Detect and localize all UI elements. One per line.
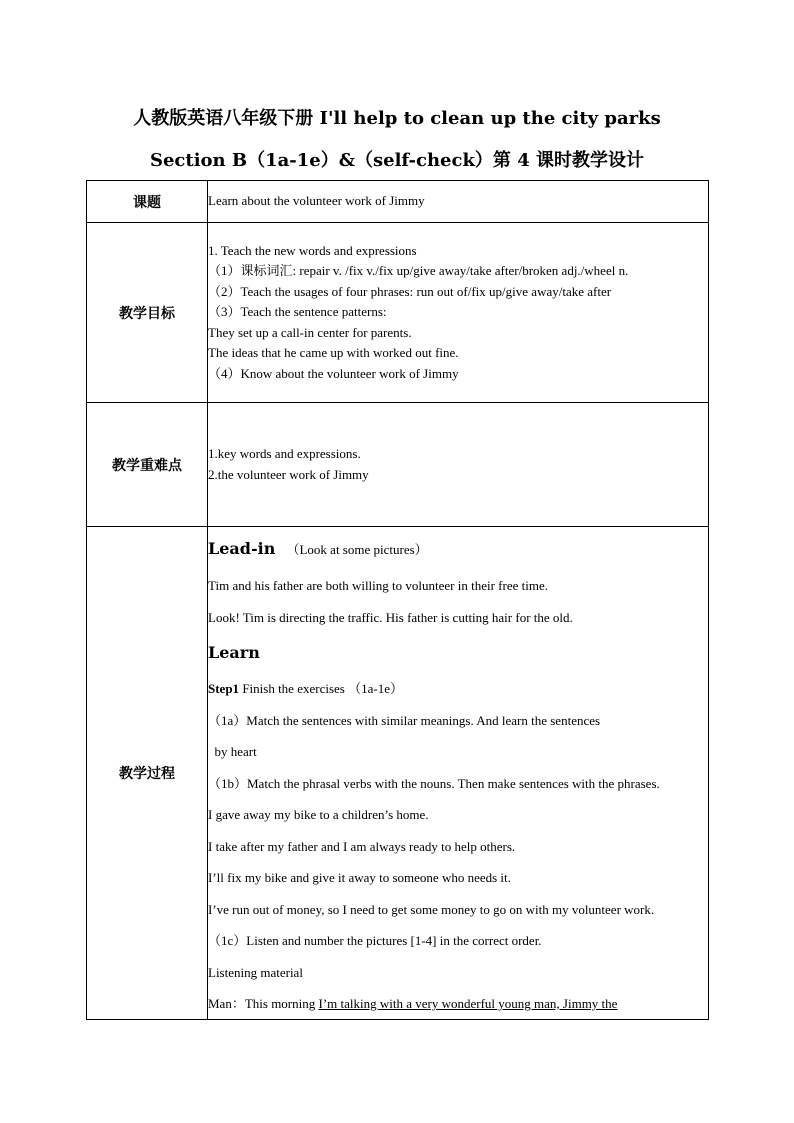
objective-line: The ideas that he came up with worked out fine. — [208, 345, 459, 361]
process-line: （1c）Listen and number the pictures [1-4] in the correct order. — [208, 933, 542, 948]
objective-line: （2）Teach the usages of four phrases: run out of/fix up/give away/take after — [208, 283, 612, 299]
process-line: Tim and his father are both willing to volunteer in their free time. — [208, 578, 548, 593]
process-line: I gave away my bike to a children’s home. — [208, 807, 429, 822]
leadin-title: Lead-in — [208, 539, 276, 558]
process-line: I take after my father and I am always ready to help others. — [208, 838, 516, 854]
row-topic — [87, 181, 709, 223]
objective-line: （4）Know about the volunteer work of Jimmy — [208, 365, 459, 381]
lesson-plan-table — [86, 180, 709, 1020]
process-line: Look! Tim is directing the traffic. His father is cutting hair for the old. — [208, 609, 573, 625]
topic-label: 课题 — [87, 181, 208, 223]
process-line: （1a）Match the sentences with similar meanings. And learn the sentences — [208, 712, 601, 728]
document-subtitle: Section B（1a-1e）&（self-check）第 4 课时教学设计 — [149, 150, 644, 171]
objectives-content — [208, 223, 709, 403]
leadin-heading — [208, 529, 708, 570]
process-line: （1b）Match the phrasal verbs with the nouns. Then make sentences with the phrases. — [208, 775, 660, 791]
objective-line: （1）课标词汇: repair v. /fix v./fix up/give away/take after/broken adj./wheel n. — [208, 263, 629, 279]
process-line: by heart — [208, 744, 257, 759]
learn-heading: Learn — [208, 643, 260, 662]
row-process — [87, 527, 709, 1020]
process-content — [208, 527, 709, 1020]
objective-line: （3）Teach the sentence patterns: — [208, 304, 387, 320]
key-point-line: 2.the volunteer work of Jimmy — [208, 466, 369, 482]
dialogue-line — [208, 988, 708, 1019]
process-line: I’ll fix my bike and give it away to someone who needs it. — [208, 870, 511, 885]
row-key-points — [87, 403, 709, 527]
process-line: I’ve run out of money, so I need to get some money to go on with my volunteer work. — [208, 901, 655, 917]
speaker-prefix: Man：This morning — [208, 996, 319, 1011]
objectives-label: 教学目标 — [87, 223, 208, 403]
step1-text: Finish the exercises （1a-1e） — [239, 681, 403, 696]
document-title: 人教版英语八年级下册 I'll help to clean up the city parks — [133, 108, 661, 129]
step1-line — [208, 673, 708, 705]
underlined-text: I’m talking with a very wonderful young man, Jimmy the — [318, 996, 618, 1011]
process-label: 教学过程 — [87, 527, 208, 1020]
objective-line: 1. Teach the new words and expressions — [208, 242, 417, 258]
row-objectives — [87, 223, 709, 403]
objective-line: They set up a call-in center for parents. — [208, 324, 412, 340]
key-points-label: 教学重难点 — [87, 403, 208, 527]
leadin-note: （Look at some pictures） — [286, 542, 428, 557]
key-points-content — [208, 403, 709, 527]
process-line: Listening material — [208, 964, 303, 980]
topic-text: Learn about the volunteer work of Jimmy — [208, 193, 425, 209]
key-point-line: 1.key words and expressions. — [208, 446, 361, 461]
topic-content — [208, 181, 709, 223]
step1-label: Step1 — [208, 681, 240, 696]
